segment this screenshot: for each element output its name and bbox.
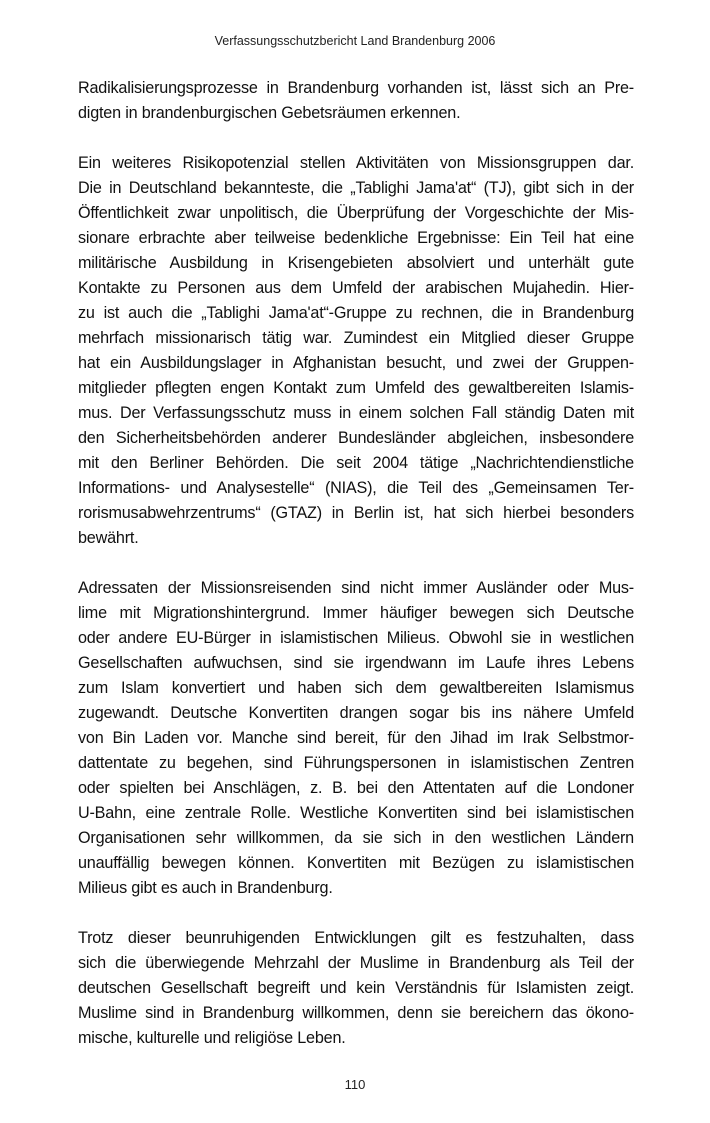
text-line: lime mit Migrationshintergrund. Immer häufiger bewegen sich Deutsche xyxy=(78,604,634,622)
text-line: zugewandt. Deutsche Konvertiten drangen sogar bis ins nähere Umfeld xyxy=(78,704,634,722)
text-line: Informations- und Analysestelle“ (NIAS), die Teil des „Gemeinsamen Ter- xyxy=(78,479,634,497)
text-line: zu ist auch die „Tablighi Jama'at“-Gruppe zu rechnen, die in Brandenburg xyxy=(78,304,634,322)
text-line: Kontakte zu Personen aus dem Umfeld der arabischen Mujahedin. Hier- xyxy=(78,279,634,297)
paragraph-gap xyxy=(78,901,634,926)
text-line: hat ein Ausbildungslager in Afghanistan besucht, und zwei der Gruppen- xyxy=(78,354,634,372)
text-line: unauffällig bewegen können. Konvertiten mit Bezügen zu islamistischen xyxy=(78,854,634,872)
text-line: sich die überwiegende Mehrzahl der Muslime in Brandenburg als Teil der xyxy=(78,954,634,972)
text-line: dattentate zu begehen, sind Führungspersonen in islamistischen Zentren xyxy=(78,754,634,772)
text-line: Organisationen sehr willkommen, da sie sich in den westlichen Ländern xyxy=(78,829,634,847)
text-line: Milieus gibt es auch in Brandenburg. xyxy=(78,879,333,897)
text-line: Die in Deutschland bekannteste, die „Tablighi Jama'at“ (TJ), gibt sich in der xyxy=(78,179,634,197)
text-line: Trotz dieser beunruhigenden Entwicklungen gilt es festzuhalten, dass xyxy=(78,929,634,947)
text-line: digten in brandenburgischen Gebetsräumen erkennen. xyxy=(78,104,461,122)
text-line: mehrfach missionarisch tätig war. Zumindest ein Mitglied dieser Gruppe xyxy=(78,329,634,347)
text-line: Adressaten der Missionsreisenden sind nicht immer Ausländer oder Mus- xyxy=(78,579,634,597)
paragraph xyxy=(78,926,634,1051)
text-line: oder andere EU-Bürger in islamistischen Milieus. Obwohl sie in westlichen xyxy=(78,629,634,647)
text-line: U-Bahn, eine zentrale Rolle. Westliche Konvertiten sind bei islamistischen xyxy=(78,804,634,822)
page-number: 110 xyxy=(344,1077,366,1092)
text-line: sionare erbrachte aber teilweise bedenkliche Ergebnisse: Ein Teil hat eine xyxy=(78,229,634,247)
text-line: den Sicherheitsbehörden anderer Bundesländer abgleichen, insbesondere xyxy=(78,429,634,447)
text-line: mische, kulturelle und religiöse Leben. xyxy=(78,1029,346,1047)
text-line: Radikalisierungsprozesse in Brandenburg vorhanden ist, lässt sich an Pre- xyxy=(78,79,634,97)
text-line: mus. Der Verfassungsschutz muss in einem solchen Fall ständig Daten mit xyxy=(78,404,634,422)
text-line: militärische Ausbildung in Krisengebieten absolviert und unterhält gute xyxy=(78,254,634,272)
paragraph xyxy=(78,76,634,126)
running-header: Verfassungsschutzbericht Land Brandenburg 2006 xyxy=(214,34,496,48)
paragraph-gap xyxy=(78,126,634,151)
text-line: mitglieder pflegten engen Kontakt zum Umfeld des gewaltbereiten Islamis- xyxy=(78,379,634,397)
text-line: Öffentlichkeit zwar unpolitisch, die Überprüfung der Vorgeschichte der Mis- xyxy=(78,204,634,222)
body-text xyxy=(78,76,634,1051)
text-line: von Bin Laden vor. Manche sind bereit, für den Jihad im Irak Selbstmor- xyxy=(78,729,634,747)
text-line: oder spielten bei Anschlägen, z. B. bei den Attentaten auf die Londoner xyxy=(78,779,634,797)
paragraph xyxy=(78,576,634,901)
text-line: mit den Berliner Behörden. Die seit 2004 tätige „Nachrichtendienstliche xyxy=(78,454,634,472)
paragraph xyxy=(78,151,634,551)
text-line: deutschen Gesellschaft begreift und kein Verständnis für Islamisten zeigt. xyxy=(78,979,634,997)
text-line: Ein weiteres Risikopotenzial stellen Aktivitäten von Missionsgruppen dar. xyxy=(78,154,634,172)
text-line: zum Islam konvertiert und haben sich dem gewaltbereiten Islamismus xyxy=(78,679,634,697)
text-line: bewährt. xyxy=(78,529,139,547)
text-line: rorismusabwehrzentrums“ (GTAZ) in Berlin ist, hat sich hierbei besonders xyxy=(78,504,634,522)
paragraph-gap xyxy=(78,551,634,576)
text-line: Gesellschaften aufwuchsen, sind sie irgendwann im Laufe ihres Lebens xyxy=(78,654,634,672)
text-line: Muslime sind in Brandenburg willkommen, denn sie bereichern das ökono- xyxy=(78,1004,634,1022)
